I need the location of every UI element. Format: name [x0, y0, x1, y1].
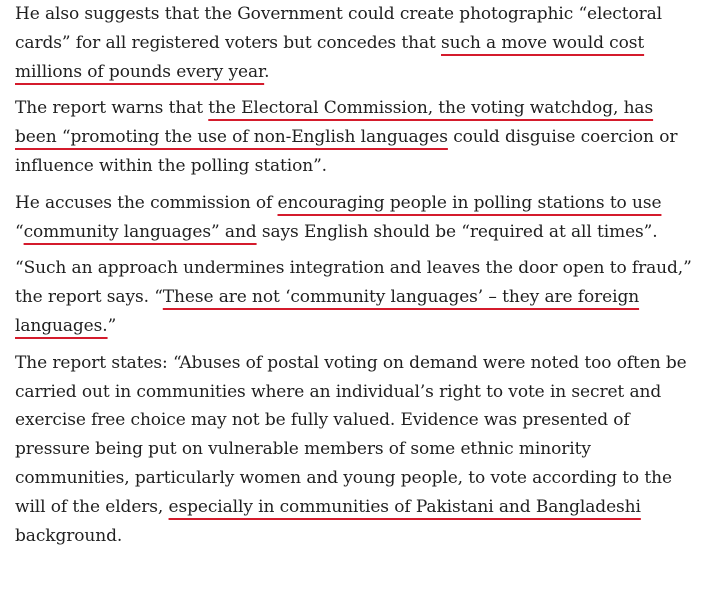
text-run: cards” for all registered voters but concedes that	[15, 32, 442, 53]
text-line	[15, 378, 705, 407]
text-run: “Such an approach undermines integration and leaves the door open to fraud,”	[15, 258, 692, 279]
highlighted-text: encouraging people in polling stations to use	[277, 192, 662, 213]
text-line	[15, 94, 705, 123]
text-line	[15, 493, 705, 522]
text-run: background.	[15, 525, 123, 546]
text-line	[15, 152, 705, 181]
highlighted-text: languages.	[15, 315, 108, 336]
text-line	[15, 189, 705, 218]
text-run: could disguise coercion or	[447, 127, 678, 148]
text-run: .	[264, 61, 270, 82]
text-run: He accuses the commission of	[15, 192, 278, 213]
paragraph-5	[15, 349, 705, 551]
highlighted-text: especially in communities of Pakistani and Bangladeshi	[168, 496, 641, 517]
text-line	[15, 123, 705, 152]
text-line	[15, 58, 705, 87]
text-run: pressure being put on vulnerable members of some ethnic minority	[15, 439, 591, 460]
text-line	[15, 464, 705, 493]
text-line	[15, 283, 705, 312]
text-run: The report states: “Abuses of postal voting on demand were noted too often be	[15, 352, 687, 373]
text-run: will of the elders,	[15, 496, 169, 517]
text-run: communities, particularly women and young people, to vote according to the	[15, 467, 672, 488]
highlighted-text: millions of pounds every year	[15, 61, 265, 82]
text-line	[15, 29, 705, 58]
text-line	[15, 254, 705, 283]
highlighted-text: community languages” and	[23, 221, 257, 242]
text-run: influence within the polling station”.	[15, 155, 327, 176]
text-run: ”	[107, 315, 117, 336]
text-line	[15, 522, 705, 551]
text-run: The report warns that	[15, 98, 209, 119]
paragraph-4	[15, 254, 705, 340]
text-run: the report says. “	[15, 287, 163, 308]
text-line	[15, 218, 705, 247]
text-run: “	[15, 221, 24, 242]
article-body	[15, 0, 705, 558]
text-run: exercise free choice may not be fully valued. Evidence was presented of	[15, 410, 630, 431]
highlighted-text: been “promoting the use of non-English languages	[15, 127, 448, 148]
text-run: He also suggests that the Government could create photographic “electoral	[15, 4, 662, 24]
text-run: says English should be “required at all times”.	[256, 221, 658, 242]
text-line	[15, 312, 705, 341]
highlighted-text: such a move would cost	[441, 32, 645, 53]
text-line	[15, 435, 705, 464]
text-line	[15, 349, 705, 378]
text-line	[15, 406, 705, 435]
text-line	[15, 0, 705, 29]
paragraph-1	[15, 0, 705, 86]
highlighted-text: the Electoral Commission, the voting watchdog, has	[208, 98, 654, 119]
paragraph-3	[15, 189, 705, 247]
text-run: carried out in communities where an individual’s right to vote in secret and	[15, 381, 662, 402]
paragraph-2	[15, 94, 705, 180]
highlighted-text: These are not ‘community languages’ – they are foreign	[162, 287, 640, 308]
